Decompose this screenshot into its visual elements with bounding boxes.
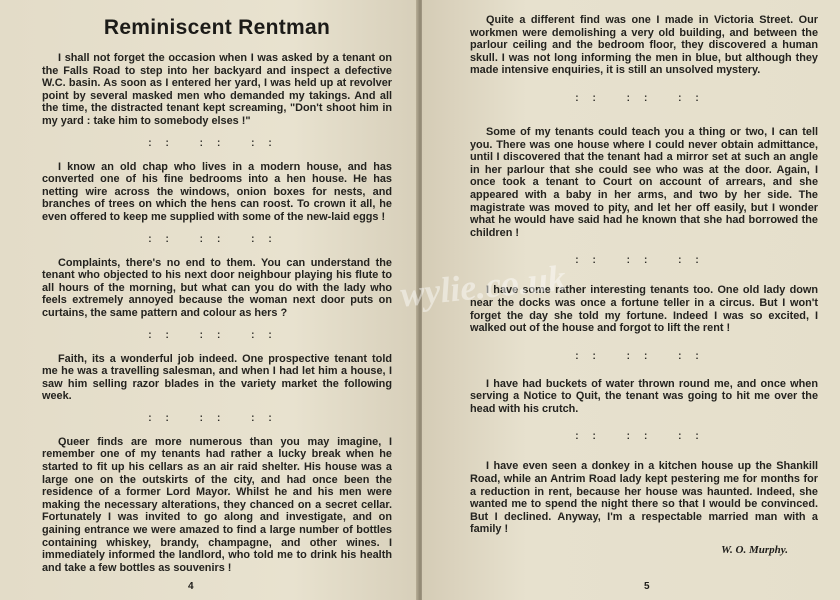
section-separator: :: :: :: — [575, 431, 713, 443]
section-separator: :: :: :: — [575, 92, 713, 104]
section-separator: :: :: :: — [148, 233, 286, 245]
page-number: 4 — [188, 581, 194, 592]
paragraph: Faith, its a wonderful job indeed. One prospective tenant told me he was a travelling salesman, and when I had let him a house, I saw him selling razor blades in the variety market the following week. — [42, 352, 392, 403]
paragraph: I have had buckets of water thrown round me, and once when serving a Notice to Quit, the tenant was going to hit me over the head with his crutch. — [470, 377, 818, 415]
article-title: Reminiscent Rentman — [103, 16, 331, 39]
page-number: 5 — [644, 581, 650, 592]
paragraph: Complaints, there's no end to them. You can understand the tenant who objected to his next door neighbour playing his flute to all hours of the morning, but what can you do with the lady who feels extremely annoyed because the woman next door puts on curtains, the same pattern and colour as hers ? — [42, 256, 392, 319]
section-separator: :: :: :: — [575, 255, 713, 267]
watermark: wylie.co.uk — [398, 257, 568, 315]
paragraph: I have even seen a donkey in a kitchen house up the Shankill Road, while an Antrim Road lady kept pestering me for months for a reduction in rent, because her house was haunted. Indeed, she wanted me to spend the night there so that I would be convinced. But I declined. Anyway, I'm a respectable married man with a family ! — [470, 460, 818, 536]
section-separator: :: :: :: — [148, 412, 286, 424]
paragraph: I know an old chap who lives in a modern house, and has converted one of his fine bedrooms into a hen house. He has netting wire across the windows, onion boxes for nests, and branches of trees on which the hens can roost. To crown it all, he even offered to keep me supplied with some of the new-laid eggs ! — [42, 160, 392, 223]
paragraph: Quite a different find was one I made in Victoria Street. Our workmen were demolishing a very old building, and between the parlour ceiling and the bedroom floor, they discovered a human skull. I was not long informing the men in blue, but although they made intensive enquiries, it is still an unsolved mystery. — [470, 14, 818, 77]
paragraph: I shall not forget the occasion when I was asked by a tenant on the Falls Road to step into her backyard and inspect a defective W.C. basin. As soon as I entered her yard, I was held up at revolver point by several masked men who demanded my takings. And all the time, the distracted tenant kept screaming, "Don't shoot him in my yard : take him to somebody elses !" — [42, 52, 392, 127]
paragraph: Queer finds are more numerous than you may imagine, I remember one of my tenants had rather a lucky break when he started to fit up his cellars as an air raid shelter. His house was a large one on the outskirts of the city, and had once been the residence of a former Lord Mayor. Whilst he and his men were making the necessary alterations, they chanced on a secret cellar. Fortunately I was invited to go along and investigate, and on gaining entrance we were amazed to find a large number of bottles containing whiskey, brandy, champagne, and other wines. I immediately informed the landlord, who told me to drink his health and take a few bottles as souvenirs ! — [42, 435, 392, 574]
paragraph: I have some rather interesting tenants too. One old lady down near the docks was once a fortune teller in a circus. But I won't forget the day she told my fortune. Indeed I was so excited, I walked out of the house and forgot to lift the rent ! — [470, 284, 818, 335]
left-page — [0, 0, 418, 600]
paragraph: Some of my tenants could teach you a thing or two, I can tell you. There was one house where I could never obtain admittance, until I discovered that the tenant had a mirror set at such an angle in her parlour that she could see who was at the door. Again, I once took a tenant to Court on account of arrears, and she appeared with a baby in her arms, and two by her side. The magistrate was moved to pity, and let her off easily, but I wonder what he would have said had he known that she had borrowed the children ! — [470, 125, 818, 239]
right-page — [422, 0, 840, 600]
author-signature: W. O. Murphy. — [721, 544, 788, 557]
section-separator: :: :: :: — [575, 350, 713, 362]
section-separator: :: :: :: — [148, 137, 286, 149]
section-separator: :: :: :: — [148, 329, 286, 341]
